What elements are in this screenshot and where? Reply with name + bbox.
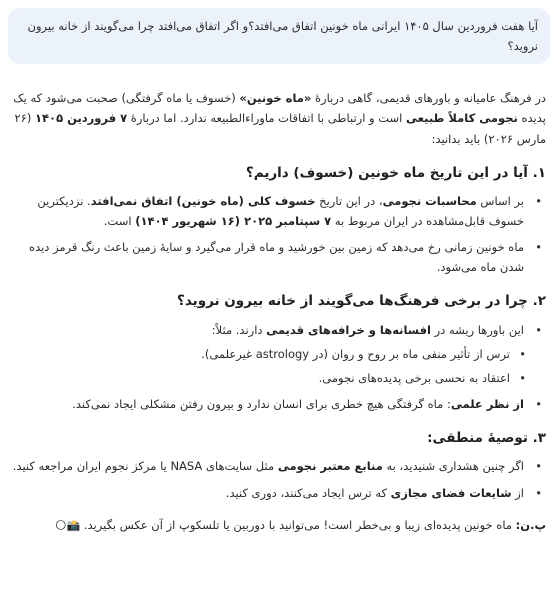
item-text: اعتقاد به نحسی برخی پدیده‌های نجومی. <box>318 370 510 385</box>
sub-list-item <box>12 344 546 364</box>
intro-bold: ۷ فروردین ۱۴۰۵ <box>35 111 128 126</box>
section1-heading: ۱. آیا در این تاریخ ماه خونین (خسوف) داریم؟ <box>245 164 546 181</box>
item-text: مثل سایت‌های NASA یا مرکز نجوم ایران مراجعه کنید. <box>12 459 278 474</box>
full-moon-emoji-icon: 🌕 <box>55 518 67 532</box>
item-text: است. <box>103 214 136 228</box>
section3-heading: ۳. توصیهٔ منطقی: <box>427 430 546 447</box>
item-text: . نزدیکترین خسوف قابل‌مشاهده در ایران مربوط به <box>37 193 524 228</box>
item-bold: خسوف کلی (ماه خونین) اتفاق نمی‌افتد <box>90 193 316 208</box>
intro-bold: نجومی کاملاً طبیعی <box>406 111 518 126</box>
item-text: اگر چنین هشداری شنیدید، به <box>382 459 524 474</box>
chat-container <box>0 8 560 535</box>
section2-heading: ۲. چرا در برخی فرهنگ‌ها می‌گویند از خانه بیرون نروید؟ <box>177 293 546 310</box>
item-text: که ترس ایجاد می‌کنند، دوری کنید. <box>225 485 391 500</box>
item-bold: ۷ سپتامبر ۲۰۲۵ (۱۶ شهریور ۱۴۰۴) <box>135 214 332 228</box>
item-bold: محاسبات نجومی <box>382 193 477 208</box>
list-item <box>12 320 546 340</box>
intro-text: در فرهنگ عامیانه و باورهای قدیمی، گاهی دربارهٔ <box>311 91 546 106</box>
item-text: این باورها ریشه در <box>430 322 524 337</box>
item-text: : ماه گرفتگی هیچ خطری برای انسان ندارد و بیرون رفتن مشکلی ایجاد نمی‌کند. <box>72 397 451 411</box>
list-item <box>12 237 546 277</box>
ps-label: پ.ن: <box>515 517 546 532</box>
list-item <box>12 191 546 231</box>
camera-emoji-icon: 📸 <box>66 518 81 532</box>
sub-list-item <box>12 368 546 388</box>
ps-text: ماه خونین پدیده‌ای زیبا و بی‌خطر است! می‌توانید با دوربین یا تلسکوپ از آن عکس بگیرید. <box>83 517 516 532</box>
list-item <box>12 483 546 503</box>
intro-text: است و ارتباطی با اتفاقات ماوراءالطبیعه ندارد. اما دربارهٔ <box>127 111 407 126</box>
item-bold: از نظر علمی <box>450 397 524 411</box>
item-bold: افسانه‌ها و خرافه‌های قدیمی <box>266 322 431 337</box>
item-text: ماه خونین زمانی رخ می‌دهد که زمین بین خورشید و ماه قرار می‌گیرد و سایهٔ زمین باعث رنگ قرمز دیده شدن ماه می‌شود. <box>29 240 524 275</box>
item-text: از <box>511 485 524 500</box>
user-message-text: آیا هفت فروردین سال ۱۴۰۵ ایرانی ماه خونین اتفاق می‌افتد؟و اگر اتفاق می‌افتد چرا می‌گویند از خانه بیرون نروید؟ <box>27 19 538 54</box>
section3-list <box>12 456 546 502</box>
user-message-bubble <box>8 8 550 64</box>
section2-list <box>12 320 546 415</box>
item-bold: منابع معتبر نجومی <box>277 459 383 474</box>
section1-list <box>12 191 546 278</box>
item-text: بر اساس <box>476 193 524 208</box>
intro-text: (خسوف یا ماه گرفتگی) صحبت می‌شود که یک پدیده <box>13 91 546 126</box>
item-text: ترس از تأثیر منفی ماه بر روح و روان (در astrology غیرعلمی). <box>201 346 510 361</box>
item-bold: شایعات فضای مجازی <box>390 485 512 500</box>
postscript-paragraph <box>12 515 546 535</box>
intro-text: (۲۶ مارس ۲۰۲۶) باید بدانید: <box>14 111 546 146</box>
intro-bold: «ماه خونین» <box>239 91 312 106</box>
list-item <box>12 456 546 476</box>
assistant-answer <box>8 88 550 535</box>
item-text: ، در این تاریخ <box>315 193 383 208</box>
intro-paragraph <box>12 88 546 148</box>
item-text: دارند. مثلاً: <box>211 322 267 337</box>
list-item <box>12 394 546 414</box>
